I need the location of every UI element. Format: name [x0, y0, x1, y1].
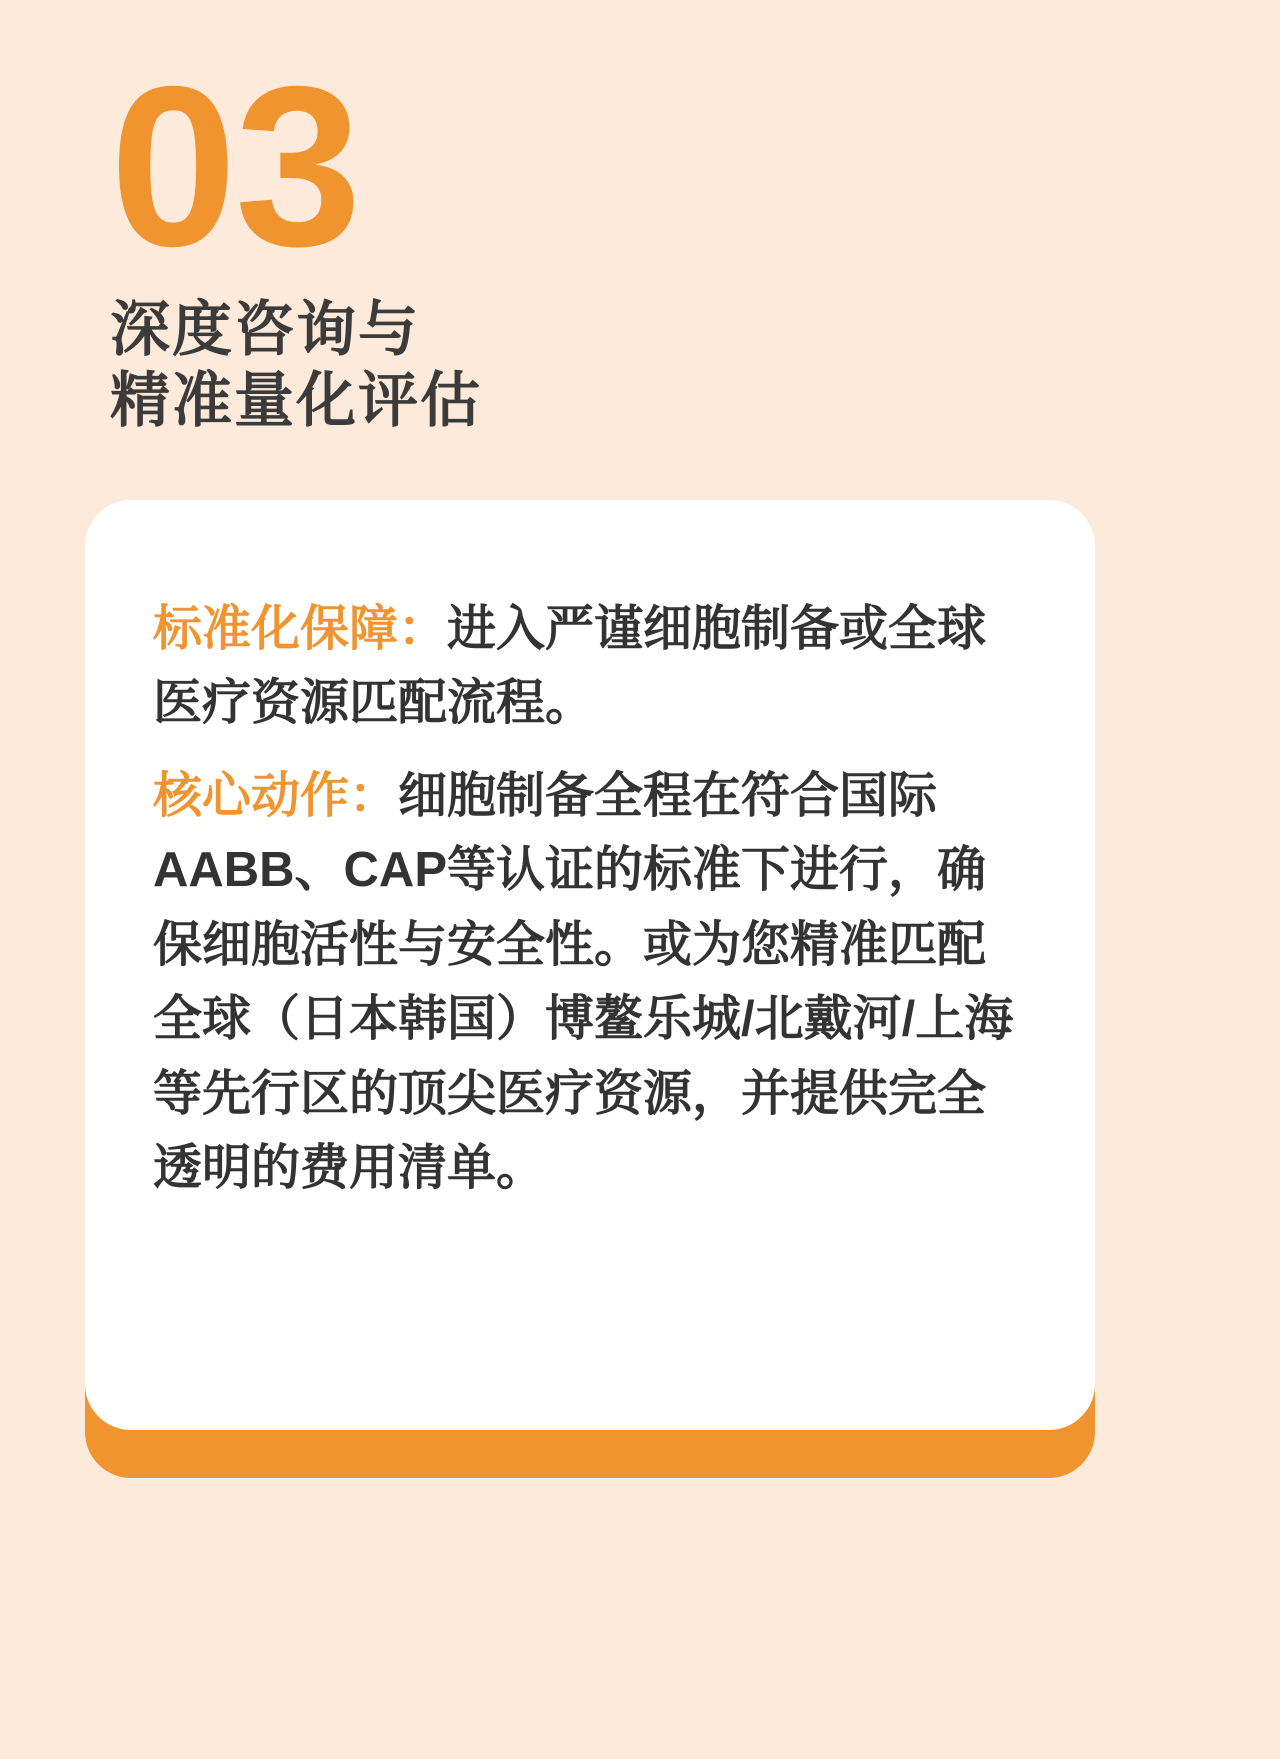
page-title-line-1: 深度咨询与: [110, 295, 420, 363]
page-title: [110, 295, 1110, 437]
paragraph-core-action: [153, 759, 1033, 1206]
page-title-line-2: 精准量化评估: [110, 366, 482, 434]
paragraph-standardization-text: 进入严谨细胞制备或全球医疗资源匹配流程。: [153, 602, 987, 731]
paragraph-standardization: [153, 592, 1033, 741]
paragraph-core-action-text: 细胞制备全程在符合国际AABB、CAP等认证的标准下进行，确保细胞活性与安全性。或为您精准匹配全球（日本韩国）博鳌乐城/北戴河/上海等先行区的顶尖医疗资源，并提供完全透明的费用清单。: [153, 768, 1014, 1196]
section-number: 03: [110, 40, 360, 294]
paragraph-core-action-lead: 核心动作：: [153, 768, 399, 823]
content-card-wrapper: [85, 500, 1095, 1430]
paragraph-standardization-lead: 标准化保障：: [153, 602, 448, 656]
header: [110, 40, 1110, 436]
content-card: [85, 500, 1095, 1430]
